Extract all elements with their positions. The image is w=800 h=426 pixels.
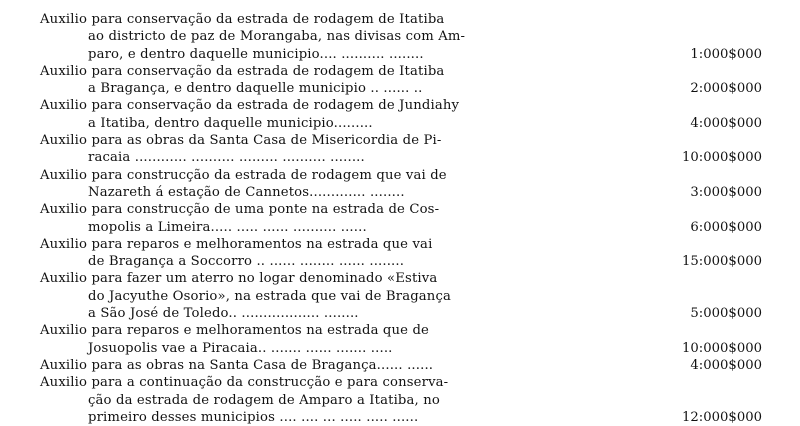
list-item <box>40 63 770 98</box>
entry-text-line: de Bragança a Soccorro .. ...... ........ ...... ........ <box>88 254 405 270</box>
list-item <box>40 97 770 132</box>
entry-text-line: Auxilio para as obras da Santa Casa de Misericordia de Pi- <box>40 133 442 149</box>
list-item <box>40 201 770 236</box>
list-item <box>40 357 770 374</box>
entry-text-line: ao districto de paz de Morangaba, nas divisas com Am- <box>88 29 466 45</box>
entry-amount: 10:000$000 <box>682 340 762 356</box>
list-item <box>40 132 770 167</box>
entry-text-line: a São José de Toledo.. .................. ........ <box>88 306 359 322</box>
entry-amount: 10:000$000 <box>682 150 762 166</box>
entry-amount: 5:000$000 <box>690 306 762 322</box>
entry-text-line: do Jacyuthe Osorio», na estrada que vai de Bragança <box>88 288 451 304</box>
appropriations-list <box>40 11 770 426</box>
entry-text-line: primeiro desses municipios .... .... ... ..... ..... ...... <box>88 409 419 425</box>
list-item <box>40 322 770 357</box>
list-item <box>40 11 770 63</box>
entry-amount: 3:000$000 <box>690 184 762 200</box>
entry-amount: 4:000$000 <box>690 115 762 131</box>
entry-text-line: Auxilio para construcção da estrada de rodagem que vai de <box>40 167 447 183</box>
entry-text-line: Nazareth á estação de Cannetos............. ........ <box>88 184 405 200</box>
entry-amount: 15:000$000 <box>682 254 762 270</box>
entry-text-line: a Itatiba, dentro daquelle municipio......... <box>88 115 373 131</box>
entry-text-line: Auxilio para conservação da estrada de rodagem de Itatiba <box>40 63 445 79</box>
entry-text-line: racaia ............ .......... ......... .......... ........ <box>88 150 365 166</box>
list-item <box>40 167 770 202</box>
entry-text-line: Auxilio para a continuação da construcção e para conserva- <box>40 375 449 391</box>
entry-text-line: Auxilio para conservação da estrada de rodagem de Jundiahy <box>40 98 460 114</box>
entry-text-line: Josuopolis vae a Piracaia.. ....... ...... ....... ..... <box>88 340 393 356</box>
entry-amount: 12:000$000 <box>682 409 762 425</box>
entry-text-line: Auxilio para reparos e melhoramentos na estrada que de <box>40 323 429 339</box>
list-item <box>40 270 770 322</box>
entry-text-line: Auxilio para reparos e melhoramentos na estrada que vai <box>40 236 433 252</box>
list-item <box>40 236 770 271</box>
entry-amount: 1:000$000 <box>690 46 762 62</box>
entry-text-line: Auxilio para conservação da estrada de rodagem de Itatiba <box>40 12 445 27</box>
entry-text-line: ção da estrada de rodagem de Amparo a Itatiba, no <box>88 392 440 408</box>
entry-text-line: Auxilio para as obras na Santa Casa de Bragança...... ...... <box>40 357 434 373</box>
entry-text-line: a Bragança, e dentro daquelle municipio .. ...... .. <box>88 81 423 97</box>
entry-amount: 4:000$000 <box>690 357 762 373</box>
list-item <box>40 374 770 426</box>
entry-text-line: Auxilio para fazer um aterro no logar denominado «Estiva <box>40 271 438 287</box>
entry-amount: 2:000$000 <box>690 81 762 97</box>
entry-text-line: mopolis a Limeira..... ..... ...... .......... ...... <box>88 219 367 235</box>
entry-text-line: Auxilio para construcção de uma ponte na estrada de Cos- <box>40 202 440 218</box>
entry-text-line: paro, e dentro daquelle municipio.... .......... ........ <box>88 46 424 62</box>
entry-amount: 6:000$000 <box>690 219 762 235</box>
